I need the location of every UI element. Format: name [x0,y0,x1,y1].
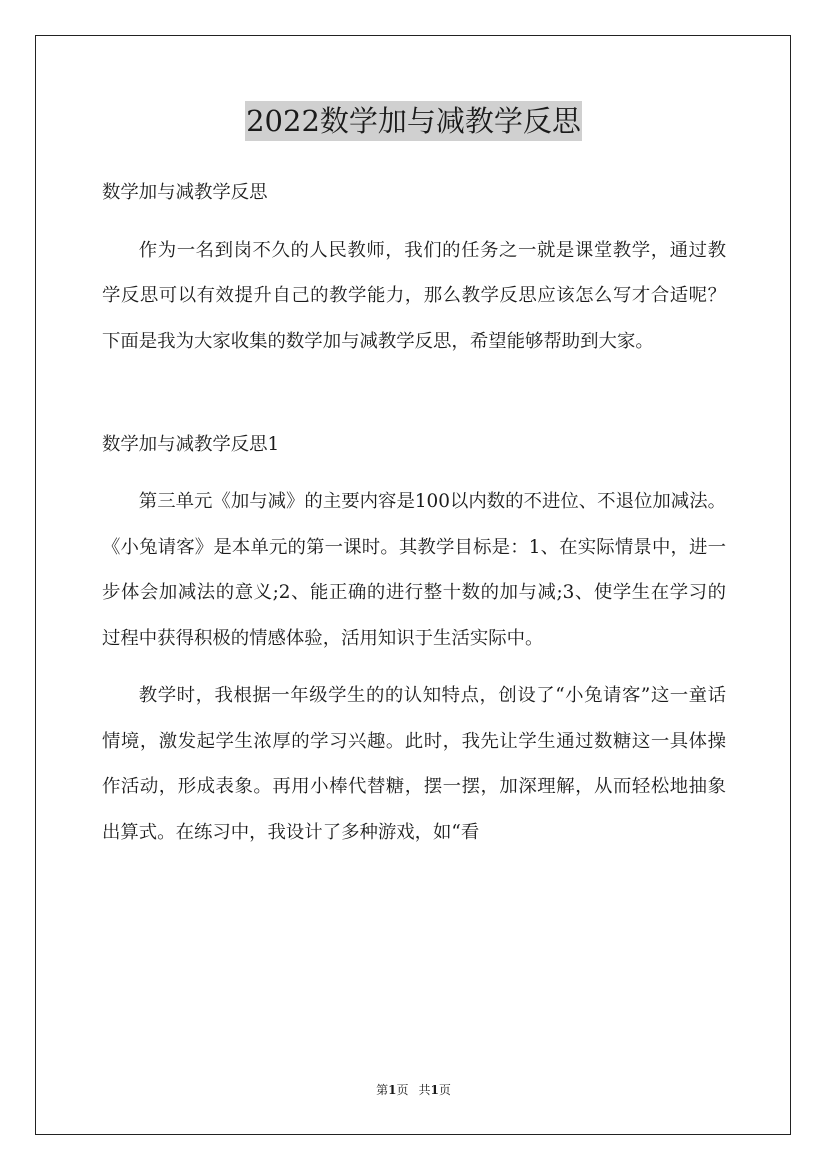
footer-page-prefix: 第 [376,1083,389,1097]
section1-paragraph-1: 第三单元《加与减》的主要内容是100以内数的不进位、不退位加减法。《小兔请客》是本单元的第一课时。其教学目标是：1、在实际情景中，进一步体会加减法的意义;2、能正确的进行整十数的加与减;3、使学生在学习的过程中获得积极的情感体验，活用知识于生活实际中。 [102,491,726,649]
spacer [102,216,726,228]
page-footer [0,1082,827,1098]
document-title: 2022数学加与减教学反思 [245,101,582,141]
spacer [102,410,726,422]
spacer [102,364,726,410]
footer-page-total: 1 [430,1083,439,1097]
footer-page-suffix: 页 [396,1083,409,1097]
spacer [102,467,726,479]
intro-heading: 数学加与减教学反思 [102,182,268,203]
section1-paragraph-2: 教学时，我根据一年级学生的的认知特点，创设了“小兔请客”这一童话情境，激发起学生浓厚的学习兴趣。此时，我先让学生通过数糖这一具体操作活动，形成表象。再用小棒代替糖，摆一摆，加深理解，从而轻松地抽象出算式。在练习中，我设计了多种游戏，如“看 [102,685,726,843]
footer-total-prefix: 共 [418,1083,431,1097]
spacer [102,661,726,673]
footer-total-suffix: 页 [438,1083,451,1097]
title-container [0,101,827,141]
document-body [102,170,726,855]
section1-heading: 数学加与减教学反思1 [102,433,280,455]
footer-page-current: 1 [388,1083,397,1097]
intro-paragraph: 作为一名到岗不久的人民教师，我们的任务之一就是课堂教学，通过教学反思可以有效提升自己的教学能力，那么教学反思应该怎么写才合适呢？下面是我为大家收集的数学加与减教学反思，希望能够帮助到大家。 [102,239,726,352]
